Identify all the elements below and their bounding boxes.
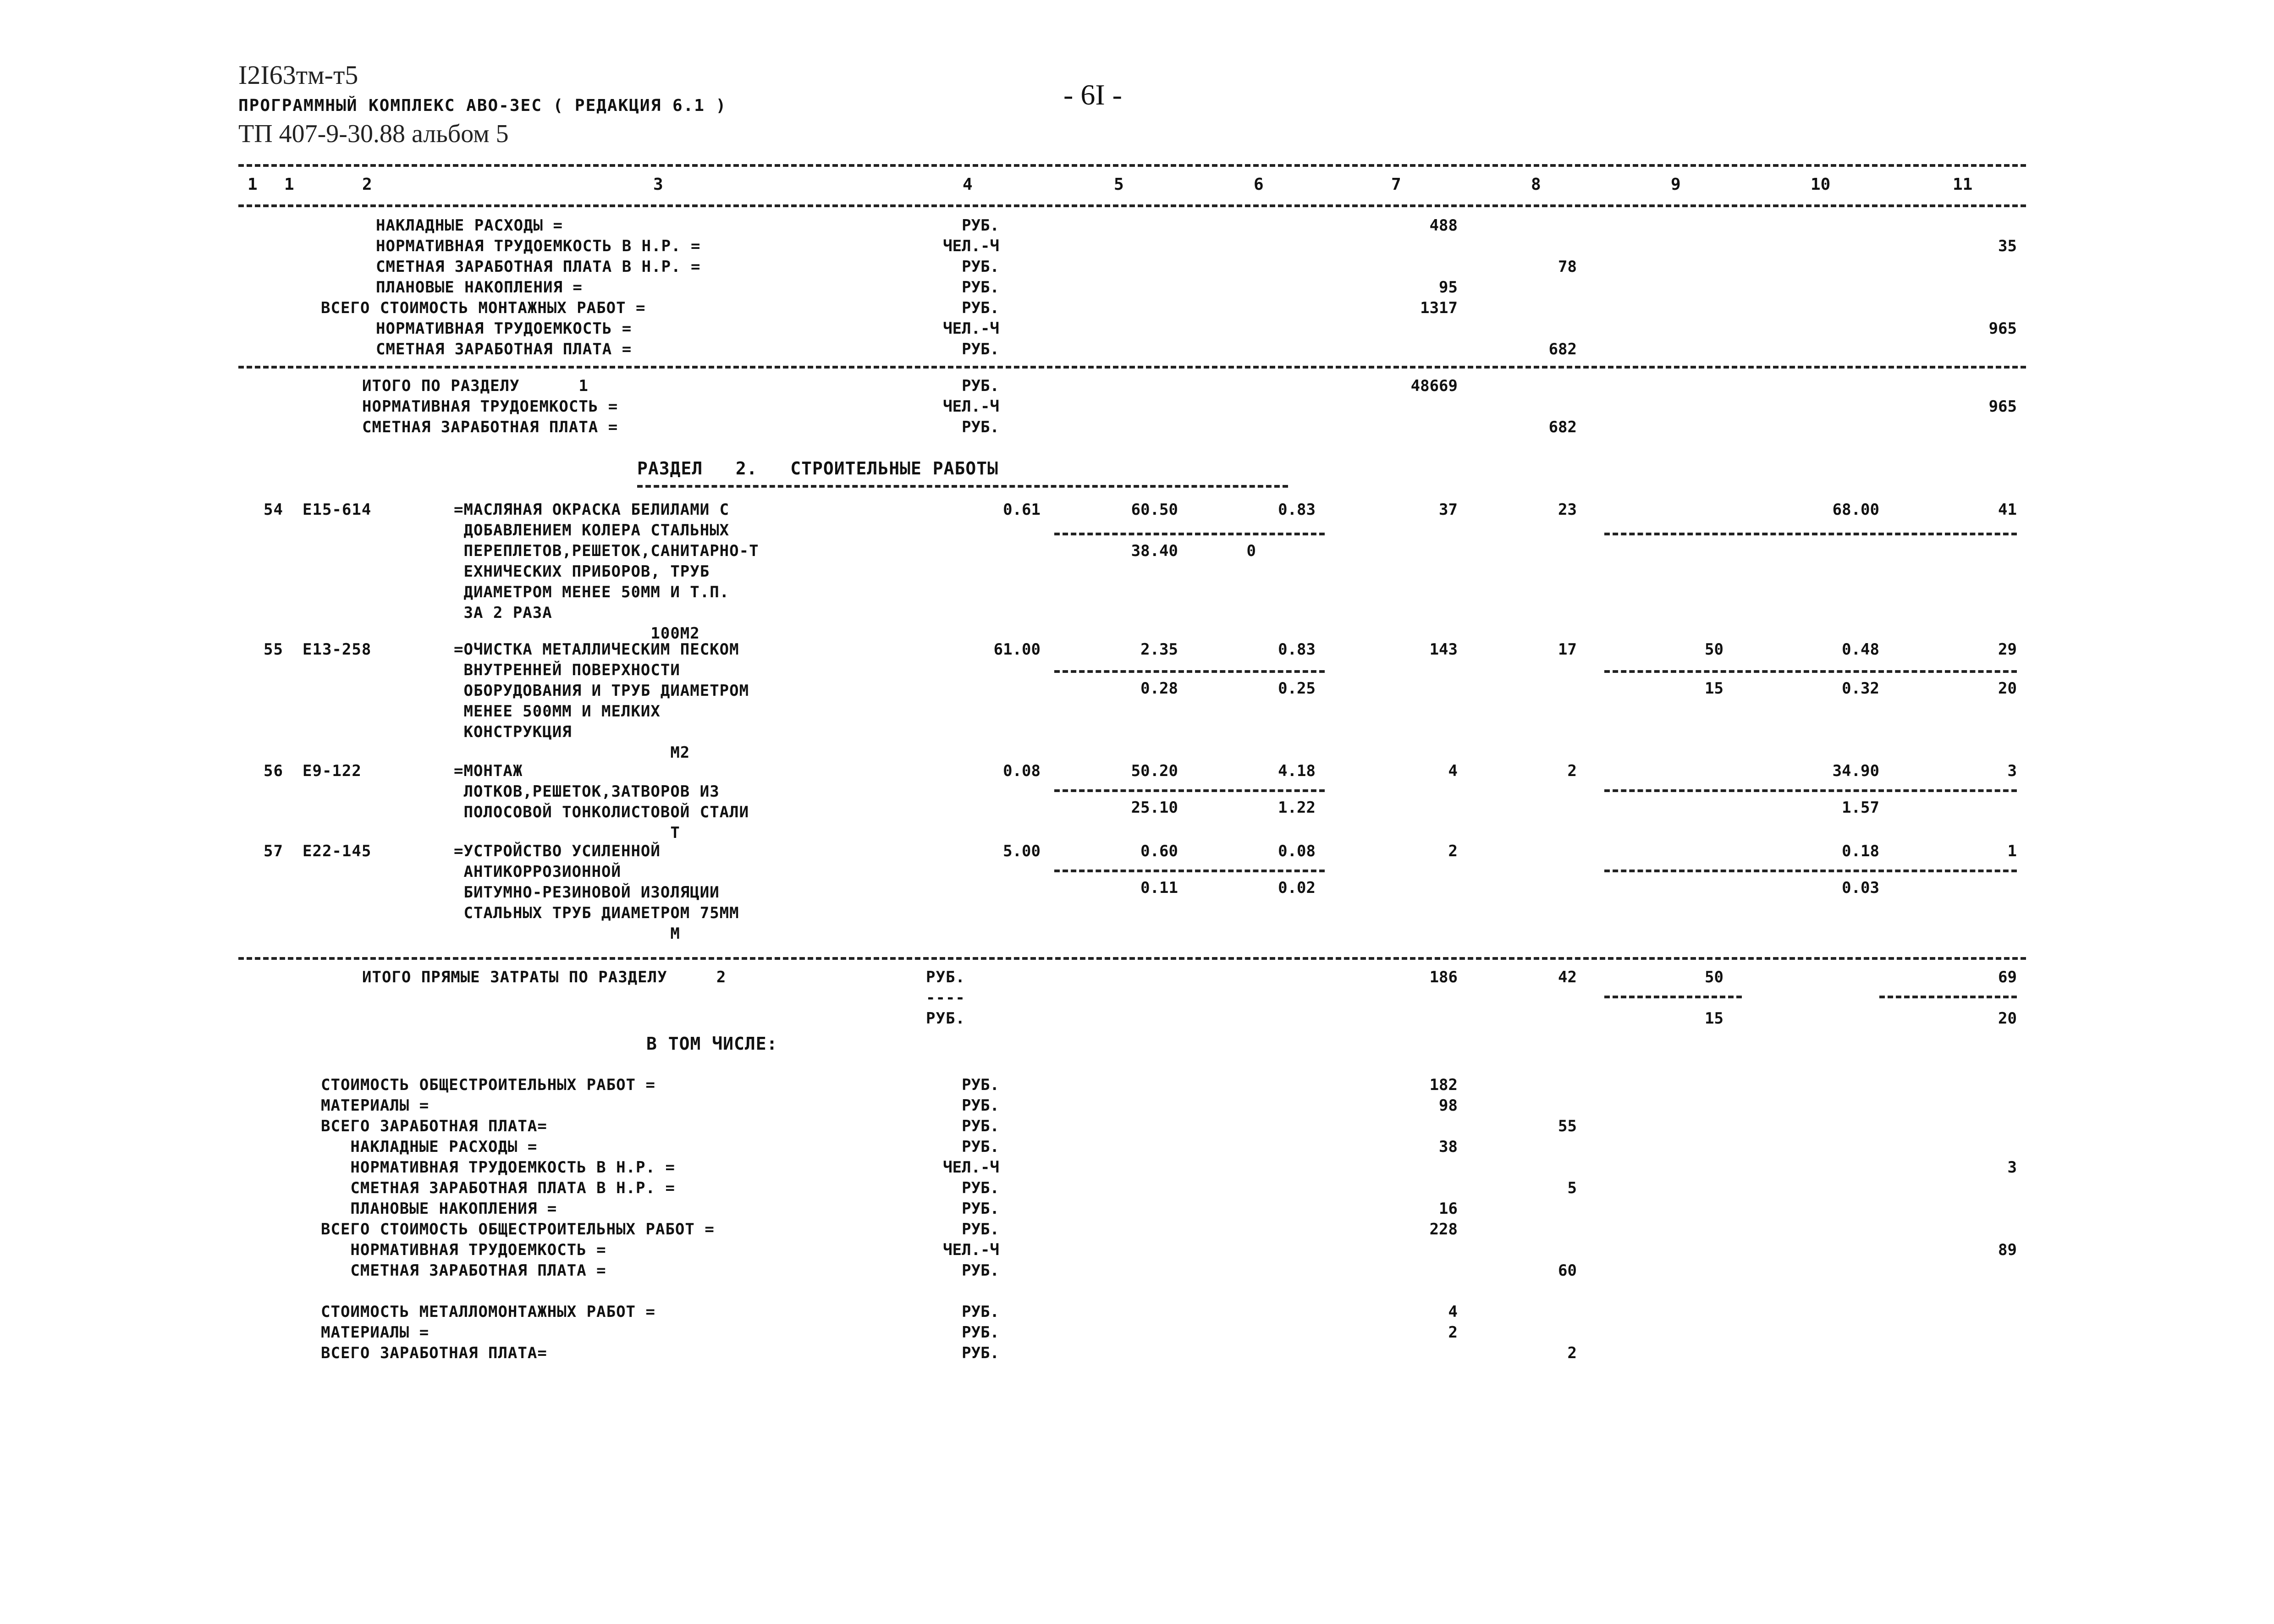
row-unit: РУБ. <box>962 340 999 358</box>
row-label: ИТОГО ПО РАЗДЕЛУ 1 <box>362 377 589 395</box>
col10-value: 34.90 <box>1832 762 1879 780</box>
split-rule <box>1604 789 2017 792</box>
col11-value: 29 <box>1998 640 2017 659</box>
col7-value: 1317 <box>1420 299 1458 317</box>
row-unit: РУБ. <box>962 1138 999 1156</box>
row-unit: ЧЕЛ.-Ч <box>943 1158 999 1177</box>
col6-value: 0 <box>1246 542 1256 560</box>
album-title: ТП 407-9-30.88 альбом 5 <box>238 120 509 148</box>
col5-value: 25.10 <box>1131 798 1178 817</box>
split-rule <box>1604 996 1742 998</box>
row-label: СМЕТНАЯ ЗАРАБОТНАЯ ПЛАТА = <box>362 418 618 436</box>
row-unit: РУБ. <box>962 1344 999 1362</box>
row-unit: РУБ. <box>962 216 999 235</box>
row-unit: ЧЕЛ.-Ч <box>943 319 999 338</box>
item-code: Е9-122 <box>303 762 362 780</box>
col9-value: 15 <box>1705 679 1723 698</box>
item-code: Е22-145 <box>303 842 372 860</box>
row-unit: РУБ. <box>962 1220 999 1239</box>
row-label: СМЕТНАЯ ЗАРАБОТНАЯ ПЛАТА = <box>321 1261 606 1280</box>
col11-value: 41 <box>1998 501 2017 519</box>
page-number: - 6I - <box>1063 78 1122 111</box>
row-unit: РУБ. <box>962 418 999 436</box>
col-num: 1 <box>248 175 258 194</box>
row-label: НОРМАТИВНАЯ ТРУДОЕМКОСТЬ = <box>321 1241 606 1259</box>
item-qty: 0.61 <box>1003 501 1041 519</box>
col5-value: 50.20 <box>1131 762 1178 780</box>
row-label: ПЛАНОВЫЕ НАКОПЛЕНИЯ = <box>376 278 583 297</box>
col6-value: 0.83 <box>1278 640 1316 659</box>
col6-value: 0.08 <box>1278 842 1316 860</box>
col8-value: 78 <box>1558 258 1577 276</box>
col-num: 1 <box>284 175 294 194</box>
col-num: 7 <box>1391 175 1401 194</box>
section-rule <box>238 366 2026 369</box>
split-rule <box>1604 533 2017 535</box>
including-heading: В ТОМ ЧИСЛЕ: <box>646 1034 778 1054</box>
row-unit: РУБ. <box>962 1076 999 1094</box>
section-rule <box>238 957 2026 960</box>
col8-value: 60 <box>1558 1261 1577 1280</box>
item-qty: 0.08 <box>1003 762 1041 780</box>
col8-value: 2 <box>1567 1344 1577 1362</box>
col7-value: 4 <box>1448 1303 1458 1321</box>
split-rule <box>1054 533 1325 535</box>
row-label: НАКЛАДНЫЕ РАСХОДЫ = <box>321 1138 538 1156</box>
col8-value: 682 <box>1548 340 1577 358</box>
item-code: Е13-258 <box>303 640 372 659</box>
row-label: НОРМАТИВНАЯ ТРУДОЕМКОСТЬ = <box>376 319 632 338</box>
col-num: 2 <box>362 175 372 194</box>
col-num: 5 <box>1114 175 1124 194</box>
col10-value: 0.03 <box>1842 879 1879 897</box>
item-description: =ОЧИСТКА МЕТАЛЛИЧЕСКИМ ПЕСКОМ ВНУТРЕННЕЙ ПОВЕРХНОСТИ ОБОРУДОВАНИЯ И ТРУБ ДИАМЕТРОМ МЕНЕЕ 500ММ И МЕЛКИХ КОНСТРУКЦИЯ М2 <box>454 640 749 762</box>
row-label: НОРМАТИВНАЯ ТРУДОЕМКОСТЬ = <box>362 397 618 416</box>
col6-value: 1.22 <box>1278 798 1316 817</box>
split-rule <box>1054 870 1325 872</box>
col5-value: 60.50 <box>1131 501 1178 519</box>
col11-value: 20 <box>1998 1009 2017 1028</box>
col-num: 9 <box>1671 175 1681 194</box>
row-label: СТОИМОСТЬ ОБЩЕСТРОИТЕЛЬНЫХ РАБОТ = <box>321 1076 655 1094</box>
col8-value: 42 <box>1558 968 1577 986</box>
col7-value: 37 <box>1439 501 1458 519</box>
row-label: НОРМАТИВНАЯ ТРУДОЕМКОСТЬ В Н.Р. = <box>321 1158 675 1177</box>
row-unit: РУБ. <box>926 1009 965 1028</box>
col8-value: 23 <box>1558 501 1577 519</box>
col-num: 3 <box>653 175 663 194</box>
col11-value: 965 <box>1988 397 2017 416</box>
row-unit: РУБ. <box>962 1303 999 1321</box>
row-label: СМЕТНАЯ ЗАРАБОТНАЯ ПЛАТА В Н.Р. = <box>376 258 701 276</box>
item-description: =МАСЛЯНАЯ ОКРАСКА БЕЛИЛАМИ С ДОБАВЛЕНИЕМ КОЛЕРА СТАЛЬНЫХ ПЕРЕПЛЕТОВ,РЕШЕТОК,САНИТАРНО-Т ЕХНИЧЕСКИХ ПРИБОРОВ, ТРУБ ДИАМЕТРОМ МЕНЕЕ 50ММ И Т.П. ЗА 2 РАЗА 100М2 <box>454 501 759 643</box>
col7-value: 4 <box>1448 762 1458 780</box>
row-label: ВСЕГО СТОИМОСТЬ ОБЩЕСТРОИТЕЛЬНЫХ РАБОТ = <box>321 1220 715 1239</box>
col-num: 6 <box>1254 175 1264 194</box>
row-label: ВСЕГО СТОИМОСТЬ МОНТАЖНЫХ РАБОТ = <box>321 299 646 317</box>
col6-value: 0.25 <box>1278 679 1316 698</box>
row-label: ВСЕГО ЗАРАБОТНАЯ ПЛАТА= <box>321 1117 547 1135</box>
col10-value: 68.00 <box>1832 501 1879 519</box>
split-rule <box>1604 670 2017 673</box>
section-title-underline <box>637 485 1288 488</box>
col6-value: 0.02 <box>1278 879 1316 897</box>
col8-value: 682 <box>1548 418 1577 436</box>
col7-value: 95 <box>1439 278 1458 297</box>
table-top-rule <box>238 164 2026 167</box>
col7-value: 2 <box>1448 842 1458 860</box>
col11-value: 69 <box>1998 968 2017 986</box>
col10-value: 0.48 <box>1842 640 1879 659</box>
col7-value: 228 <box>1429 1220 1458 1239</box>
row-unit: ЧЕЛ.-Ч <box>943 237 999 255</box>
row-unit: ЧЕЛ.-Ч <box>943 397 999 416</box>
row-unit: РУБ. <box>926 968 965 986</box>
col11-value: 3 <box>2007 1158 2017 1177</box>
split-rule <box>1054 670 1325 673</box>
col7-value: 186 <box>1429 968 1458 986</box>
item-number: 57 <box>264 842 283 860</box>
program-title: ПРОГРАММНЫЙ КОМПЛЕКС АВО-ЗЕС ( РЕДАКЦИЯ 6.1 ) <box>238 96 727 115</box>
col10-value: 0.18 <box>1842 842 1879 860</box>
col11-value: 35 <box>1998 237 2017 255</box>
row-label: ИТОГО ПРЯМЫЕ ЗАТРАТЫ ПО РАЗДЕЛУ 2 <box>362 968 727 986</box>
row-unit: РУБ. <box>962 278 999 297</box>
col7-value: 48669 <box>1410 377 1458 395</box>
row-label: МАТЕРИАЛЫ = <box>321 1096 429 1115</box>
col5-value: 0.60 <box>1140 842 1178 860</box>
col11-value: 1 <box>2007 842 2017 860</box>
row-label: МАТЕРИАЛЫ = <box>321 1323 429 1342</box>
col8-value: 2 <box>1567 762 1577 780</box>
row-label: НОРМАТИВНАЯ ТРУДОЕМКОСТЬ В Н.Р. = <box>376 237 701 255</box>
split-rule <box>1604 870 2017 872</box>
item-description: =МОНТАЖ ЛОТКОВ,РЕШЕТОК,ЗАТВОРОВ ИЗ ПОЛОСОВОЙ ТОНКОЛИСТОВОЙ СТАЛИ Т <box>454 762 749 842</box>
col5-value: 0.28 <box>1140 679 1178 698</box>
item-description: =УСТРОЙСТВО УСИЛЕННОЙ АНТИКОРРОЗИОННОЙ БИТУМНО-РЕЗИНОВОЙ ИЗОЛЯЦИИ СТАЛЬНЫХ ТРУБ ДИАМЕТРОМ 75ММ М <box>454 842 739 943</box>
row-unit: РУБ. <box>962 1323 999 1342</box>
col11-value: 3 <box>2007 762 2017 780</box>
row-unit: РУБ. <box>962 299 999 317</box>
col7-value: 98 <box>1439 1096 1458 1115</box>
doc-code: I2I63тм-т5 <box>238 60 358 90</box>
col-num: 11 <box>1953 175 1973 194</box>
col9-value: 50 <box>1705 640 1723 659</box>
split-rule <box>1879 996 2017 998</box>
row-unit: РУБ. <box>962 1117 999 1135</box>
col5-value: 2.35 <box>1140 640 1178 659</box>
col10-value: 1.57 <box>1842 798 1879 817</box>
item-qty: 61.00 <box>993 640 1041 659</box>
row-unit: РУБ. <box>962 1261 999 1280</box>
col9-value: 50 <box>1705 968 1723 986</box>
item-code: Е15-614 <box>303 501 372 519</box>
col6-value: 0.83 <box>1278 501 1316 519</box>
col8-value: 55 <box>1558 1117 1577 1135</box>
col11-value: 20 <box>1998 679 2017 698</box>
col7-value: 2 <box>1448 1323 1458 1342</box>
row-unit: РУБ. <box>962 258 999 276</box>
col5-value: 38.40 <box>1131 542 1178 560</box>
col9-value: 15 <box>1705 1009 1723 1028</box>
row-unit: РУБ. <box>962 1096 999 1115</box>
row-unit: РУБ. <box>962 1179 999 1197</box>
section-title: РАЗДЕЛ 2. СТРОИТЕЛЬНЫЕ РАБОТЫ <box>637 458 998 479</box>
row-label: СМЕТНАЯ ЗАРАБОТНАЯ ПЛАТА = <box>376 340 632 358</box>
row-label: СТОИМОСТЬ МЕТАЛЛОМОНТАЖНЫХ РАБОТ = <box>321 1303 655 1321</box>
col5-value: 0.11 <box>1140 879 1178 897</box>
row-unit: РУБ. <box>962 1200 999 1218</box>
col7-value: 182 <box>1429 1076 1458 1094</box>
row-label: СМЕТНАЯ ЗАРАБОТНАЯ ПЛАТА В Н.Р. = <box>321 1179 675 1197</box>
col11-value: 89 <box>1998 1241 2017 1259</box>
col8-value: 17 <box>1558 640 1577 659</box>
item-number: 55 <box>264 640 283 659</box>
col8-value: 5 <box>1567 1179 1577 1197</box>
item-qty: 5.00 <box>1003 842 1041 860</box>
item-number: 56 <box>264 762 283 780</box>
col7-value: 38 <box>1439 1138 1458 1156</box>
col7-value: 16 <box>1439 1200 1458 1218</box>
col-num: 4 <box>963 175 973 194</box>
row-unit: ЧЕЛ.-Ч <box>943 1241 999 1259</box>
row-label: НАКЛАДНЫЕ РАСХОДЫ = <box>376 216 563 235</box>
col10-value: 0.32 <box>1842 679 1879 698</box>
split-rule <box>1054 789 1325 792</box>
col11-value: 965 <box>1988 319 2017 338</box>
column-numbers <box>238 175 2026 203</box>
item-number: 54 <box>264 501 283 519</box>
row-unit: РУБ. <box>962 377 999 395</box>
col7-value: 143 <box>1429 640 1458 659</box>
col6-value: 4.18 <box>1278 762 1316 780</box>
row-label: ВСЕГО ЗАРАБОТНАЯ ПЛАТА= <box>321 1344 547 1362</box>
row-label: ПЛАНОВЫЕ НАКОПЛЕНИЯ = <box>321 1200 557 1218</box>
col-num: 10 <box>1811 175 1831 194</box>
col-num: 8 <box>1531 175 1541 194</box>
col7-value: 488 <box>1429 216 1458 235</box>
table-header-rule <box>238 204 2026 207</box>
row-unit-separator: ---- <box>926 989 965 1007</box>
